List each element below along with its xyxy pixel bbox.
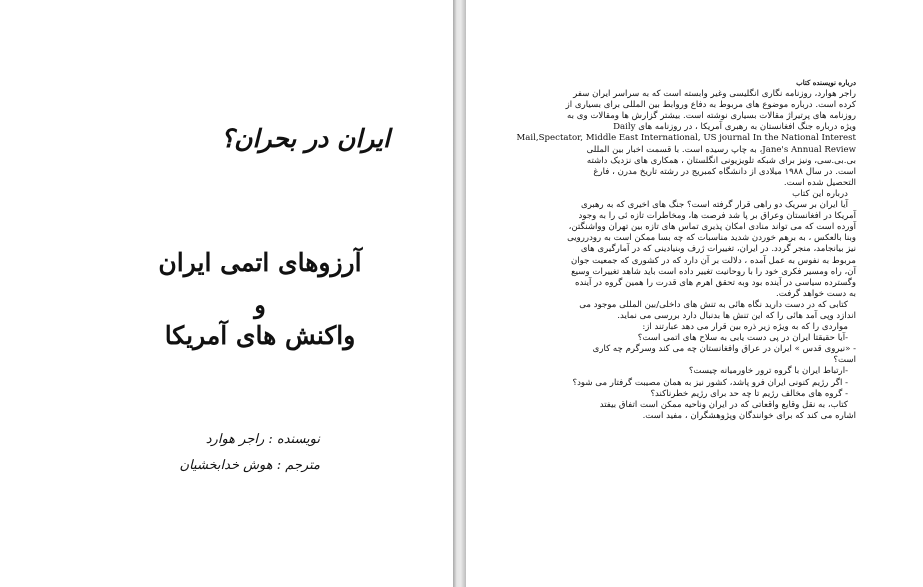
text-line: Jane's Annual Review، به چاپ رسیده است. با قسمت اخبار بین المللی <box>586 144 856 155</box>
book-subtitle-line1: آرزوهای اتمی ایران <box>158 248 362 277</box>
author-credit: نویسنده : راجر هوارد <box>205 432 320 447</box>
body-text <box>516 77 856 422</box>
text-line: راجر هوارد، روزنامه نگاری انگلیسی وغیر وابسته است که به سراسر ایران سفر <box>573 89 856 100</box>
text-line: Mail,Spectator, Middle East International, US journal In the National Interest <box>516 133 856 144</box>
text-line: آمریکا در افغانستان وعراق بر پا شد فرصت ها، ومخاطرات تازه ئی را به وجود <box>578 211 856 222</box>
book-subtitle-line2: واکنش های آمریکا <box>164 321 356 350</box>
right-page <box>466 0 923 587</box>
text-line: بی.بی.سی، ونیز برای شبکه تلویزیونی انگلستان ، همکاری های نزدیک داشته <box>586 155 856 166</box>
text-line: آورده است که می تواند منادی امکان پذیری تماس های تازه بین تهران وواشنگتن، <box>568 222 856 233</box>
text-line: التحصیل شده است. <box>783 177 856 188</box>
text-line: کتابی که در دست دارید نگاه هائی به تنش های داخلی/بین المللی موجود می <box>579 299 848 310</box>
text-line: آن، راه ومسیر فکری خود را با روحانیت تغییر داده است باید شاهد تغییرات وسیع <box>571 266 856 277</box>
text-line: ویژه درباره جنگ افغانستان به رهبری آمریکا ، در روزنامه های Daily <box>613 122 856 133</box>
text-line: آیا ایران بر سریک دو راهی قرار گرفته است؟ جنگ های اخیری که به رهبری <box>580 200 848 211</box>
text-line: نیز بیانجامد، منجر گردد. در ایران، تغییرات ژرف وبنیادینی که در آمارگیری های <box>580 244 856 255</box>
book-subtitle-conjunction: و <box>254 290 266 319</box>
text-line: - «نیروی قدس » ایران در عراق وافغانستان چه می کند وسرگرم چه کاری <box>592 344 856 355</box>
text-line: کتاب، به نقل وقایع واقعاتی که در ایران وناحیه ممکن است اتفاق بیفتد <box>599 399 848 410</box>
section-heading: درباره نویسنده کتاب <box>796 78 856 87</box>
text-line: روزنامه های پرتیراژ مقالات بسیاری نوشته است. بیشتر گزارش ها ومقالات وی به <box>566 111 856 122</box>
left-page <box>0 0 453 587</box>
text-line: کرده است. درباره موضوع های مربوط به دفاع وروابط بین المللی برای بسیاری از <box>565 100 856 111</box>
text-line: اشاره می کند که برای خوانندگان وپژوهشگران ، مفید است. <box>642 410 856 421</box>
text-line: وگسترده سیاسی در آینده بود وبه تحقق اهرم های قدرت را همین گروه در آینده <box>575 277 856 288</box>
text-line: به دست خواهد گرفت. <box>776 288 856 299</box>
text-line: است. در سال ۱۹۸۸ میلادی از دانشگاه کمبریج در رشته تاریخ مدرن ، فارغ <box>593 166 856 177</box>
translator-credit: مترجم : هوش خدابخشیان <box>179 458 320 473</box>
book-title: ایران در بحران؟ <box>220 124 390 153</box>
text-line: وبنا بالعکس ، به برهم خوردن شدید مناسبات که چه بسا ممکن است به رودررویی <box>567 233 856 244</box>
text-line: مربوط به نفوس به عمل آمده ، دلالت بر آن دارد که در کشوری که جمعیت جوان <box>570 255 856 266</box>
text-line: است؟ <box>833 355 856 366</box>
text-line: -ارتباط ایران با گروه ترور خاورمیانه چیست؟ <box>688 366 848 377</box>
page-gutter <box>453 0 466 587</box>
subsection-heading: درباره این کتاب <box>792 188 848 199</box>
text-line: مواردی را که به ویژه زیر ذره بین قرار می دهد عبارتند از: <box>642 322 848 333</box>
text-line: - اگر رژیم کنونی ایران فرو پاشد، کشور نیز به همان مصیبت گرفتار می شود؟ <box>572 377 848 388</box>
text-line: -آیا حقیقتا ایران در پی دست یابی به سلاح های اتمی است؟ <box>637 333 848 344</box>
text-line: - گروه های مخالف رژیم تا چه حد برای رژیم خطرناکند؟ <box>650 388 848 399</box>
text-line: اندازد وپی آمد هائی را که این تنش ها بدنبال دارد بررسی می نماید. <box>617 310 856 321</box>
